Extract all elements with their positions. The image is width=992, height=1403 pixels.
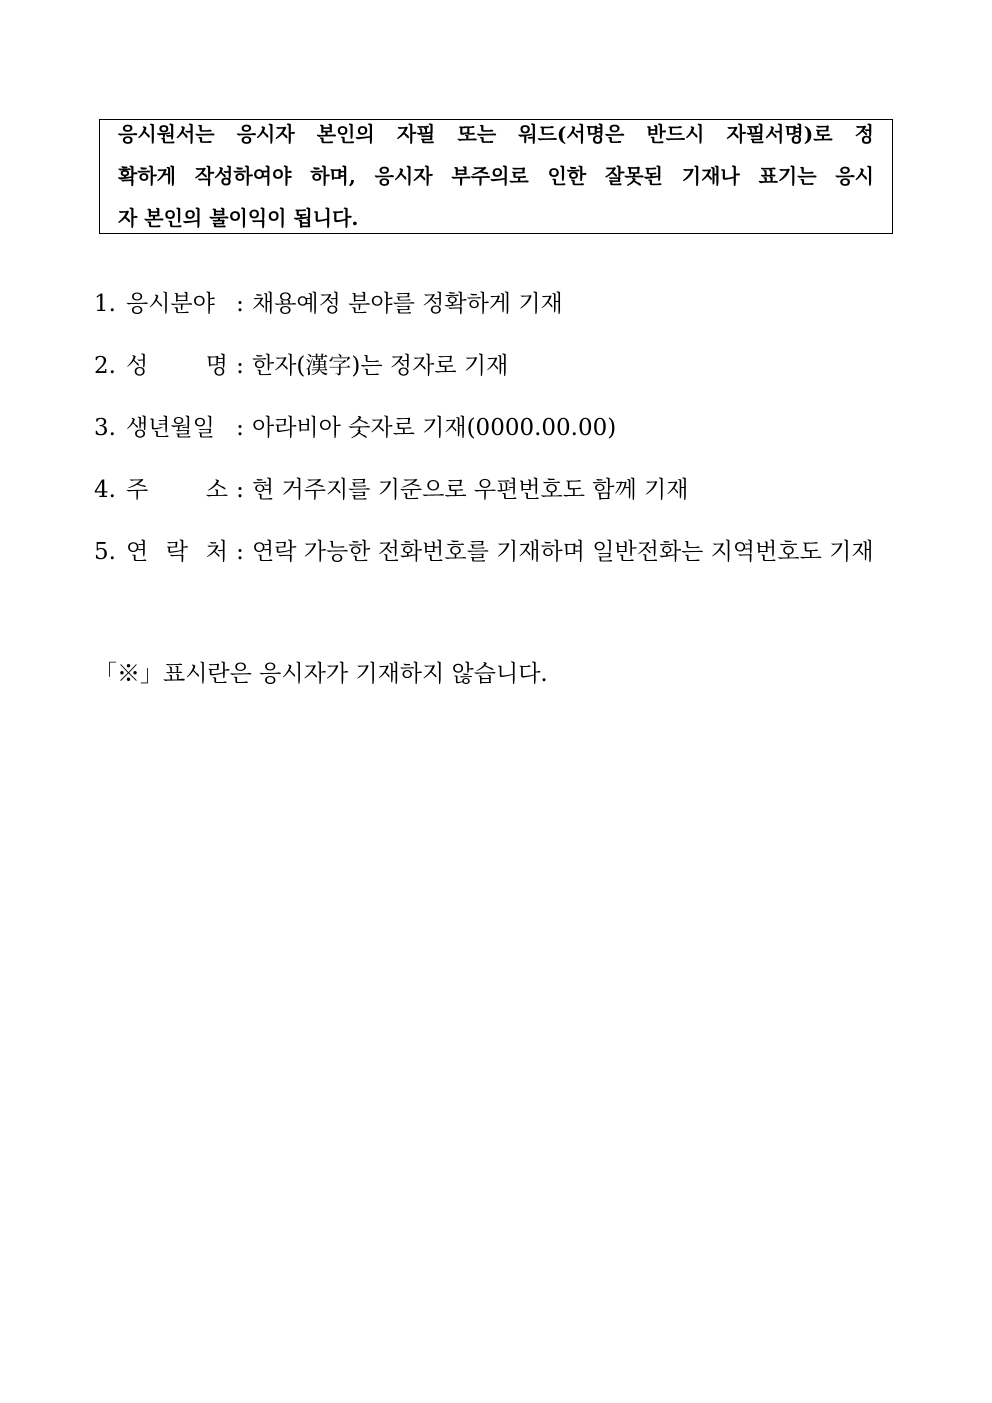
instruction-item-1: [94, 288, 563, 320]
instruction-item-5: [94, 536, 874, 568]
notice-line-3: 자 본인의 불이익이 됩니다.: [118, 206, 359, 230]
instruction-label: 연 락 처: [126, 539, 228, 565]
instruction-label: 성 명: [126, 353, 228, 379]
instruction-label: 응시분야: [126, 291, 215, 317]
footnote: 「※」표시란은 응시자가 기재하지 않습니다.: [94, 661, 548, 687]
instruction-text: 현 거주지를 기준으로 우편번호도 함께 기재: [252, 477, 689, 503]
notice-line-1: 응시원서는 응시자 본인의 자필 또는 워드(서명은 반드시 자필서명)로 정: [118, 122, 874, 146]
instruction-item-2: [94, 350, 508, 382]
notice-line-2: 확하게 작성하여야 하며, 응시자 부주의로 인한 잘못된 기재나 표기는 응시: [118, 164, 874, 188]
instruction-text: 아라비아 숫자로 기재(0000.00.00): [252, 415, 617, 441]
instruction-colon: :: [236, 539, 244, 565]
instruction-text: 연락 가능한 전화번호를 기재하며 일반전화는 지역번호도 기재: [252, 539, 874, 565]
instruction-label: 주 소: [126, 477, 228, 503]
instruction-colon: :: [236, 353, 244, 379]
instruction-text: 채용예정 분야를 정확하게 기재: [252, 291, 563, 317]
instruction-item-4: [94, 474, 688, 506]
instruction-number: 1.: [94, 291, 116, 317]
instruction-colon: :: [236, 291, 244, 317]
instruction-number: 3.: [94, 415, 116, 441]
instruction-number: 4.: [94, 477, 116, 503]
instruction-colon: :: [236, 477, 244, 503]
instruction-colon: :: [236, 415, 244, 441]
notice-box: [99, 119, 893, 234]
instruction-text: 한자(漢字)는 정자로 기재: [252, 353, 509, 379]
instruction-number: 5.: [94, 539, 116, 565]
instruction-item-3: [94, 412, 616, 444]
instruction-label: 생년월일: [126, 415, 215, 441]
instruction-number: 2.: [94, 353, 116, 379]
